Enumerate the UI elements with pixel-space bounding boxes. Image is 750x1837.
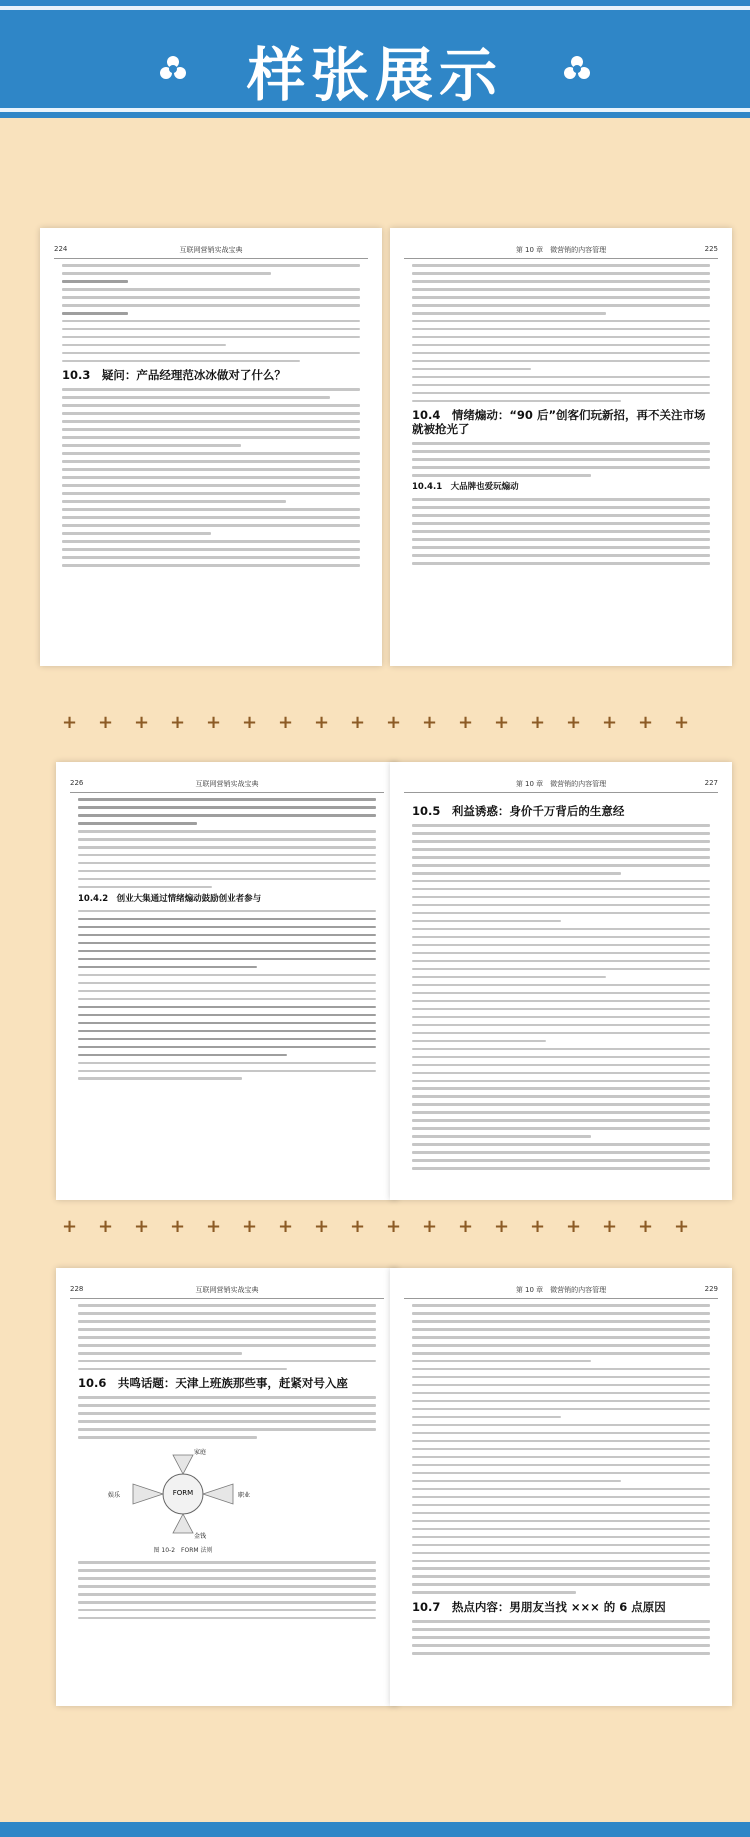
section-heading: 10.5 利益诱惑：身价千万背后的生意经 [412, 804, 625, 818]
header-top-stripe [0, 6, 750, 10]
figure-caption: 图 10-2 FORM 法则 [153, 1546, 213, 1554]
form-center-label: FORM [172, 1488, 194, 1497]
page-number: 227 [704, 779, 718, 787]
plus-icon: + [98, 1216, 114, 1237]
book-page-226 [56, 762, 398, 1200]
page-number: 229 [704, 1285, 718, 1293]
plus-icon: + [62, 712, 78, 733]
plus-icon: + [170, 712, 186, 733]
plus-icon: + [386, 712, 402, 733]
plus-icon: + [494, 712, 510, 733]
plus-icon: + [566, 712, 582, 733]
plus-icon: + [386, 1216, 402, 1237]
form-label-family: 家庭 [194, 1448, 207, 1456]
plus-icon: + [62, 1216, 78, 1237]
page-header [404, 1282, 718, 1299]
decorative-plus-row [0, 1217, 750, 1237]
plus-icon: + [314, 712, 330, 733]
plus-icon: + [458, 1216, 474, 1237]
section-heading: 10.6 共鸣话题：天津上班族那些事，赶紧对号入座 [78, 1376, 348, 1391]
page-number: 225 [704, 245, 718, 253]
plus-icon: + [566, 1216, 582, 1237]
plus-icon: + [170, 1216, 186, 1237]
book-page-228 [56, 1268, 398, 1706]
plus-icon: + [134, 1216, 150, 1237]
plus-icon: + [602, 712, 618, 733]
plus-icon: + [422, 1216, 438, 1237]
section-heading: 10.7 热点内容：男朋友当找 ××× 的 6 点原因 [412, 1600, 666, 1615]
book-page-227 [390, 762, 732, 1200]
page-header [70, 776, 384, 793]
page-title: 样张展示 [246, 41, 503, 109]
form-diagram [98, 1445, 268, 1555]
plus-icon: + [242, 1216, 258, 1237]
running-head: 第 10 章 微营销的内容管理 [515, 246, 607, 254]
page-number: 224 [54, 245, 68, 253]
plus-icon: + [206, 1216, 222, 1237]
page-header [70, 1282, 384, 1299]
decorative-plus-row [0, 713, 750, 733]
plus-icon: + [530, 1216, 546, 1237]
plus-icon: + [278, 1216, 294, 1237]
running-head: 互联网营销实战宝典 [195, 1286, 259, 1294]
plus-icon: + [242, 712, 258, 733]
page-body [412, 798, 710, 1190]
page-body [78, 798, 376, 1190]
page-header [404, 242, 718, 259]
plus-icon: + [134, 712, 150, 733]
running-head: 互联网营销实战宝典 [179, 246, 243, 254]
plus-icon: + [422, 712, 438, 733]
plus-icon: + [458, 712, 474, 733]
plus-icon: + [602, 1216, 618, 1237]
page-body [78, 1304, 376, 1696]
page-number: 228 [70, 1285, 84, 1293]
plus-icon: + [350, 712, 366, 733]
page-header [54, 242, 368, 259]
header-banner [0, 0, 750, 118]
page-body [412, 1304, 710, 1696]
plus-icon: + [638, 1216, 654, 1237]
plus-icon: + [638, 712, 654, 733]
subsection-heading: 10.4.2 创业大集通过情绪煽动鼓励创业者参与 [78, 893, 262, 904]
book-page-225 [390, 228, 732, 666]
section-heading: 10.3 疑问：产品经理范冰冰做对了什么？ [62, 368, 286, 383]
form-label-career: 职业 [238, 1491, 251, 1499]
plus-icon: + [350, 1216, 366, 1237]
plus-icon: + [674, 1216, 690, 1237]
subsection-heading: 10.4.1 大品牌也爱玩煽动 [412, 482, 519, 493]
running-head: 第 10 章 微营销的内容管理 [515, 780, 607, 788]
plus-icon: + [530, 712, 546, 733]
plus-icon: + [98, 712, 114, 733]
plus-icon: + [278, 712, 294, 733]
plus-icon: + [206, 712, 222, 733]
flower-icon-right [564, 56, 590, 82]
page-number: 226 [70, 779, 84, 787]
footer-bar [0, 1822, 750, 1837]
page-body [62, 264, 360, 656]
form-label-entertainment: 娱乐 [108, 1491, 121, 1499]
running-head: 第 10 章 微营销的内容管理 [515, 1286, 607, 1294]
form-label-money: 金钱 [194, 1532, 207, 1540]
section-heading: 10.4 情绪煽动：“90 后”创客们玩新招，再不关注市场就被抢光了 [412, 408, 706, 437]
plus-icon: + [314, 1216, 330, 1237]
running-head: 互联网营销实战宝典 [195, 780, 259, 788]
page-body [412, 264, 710, 656]
book-page-229 [390, 1268, 732, 1706]
plus-icon: + [674, 712, 690, 733]
plus-icon: + [494, 1216, 510, 1237]
book-page-224 [40, 228, 382, 666]
page-header [404, 776, 718, 793]
